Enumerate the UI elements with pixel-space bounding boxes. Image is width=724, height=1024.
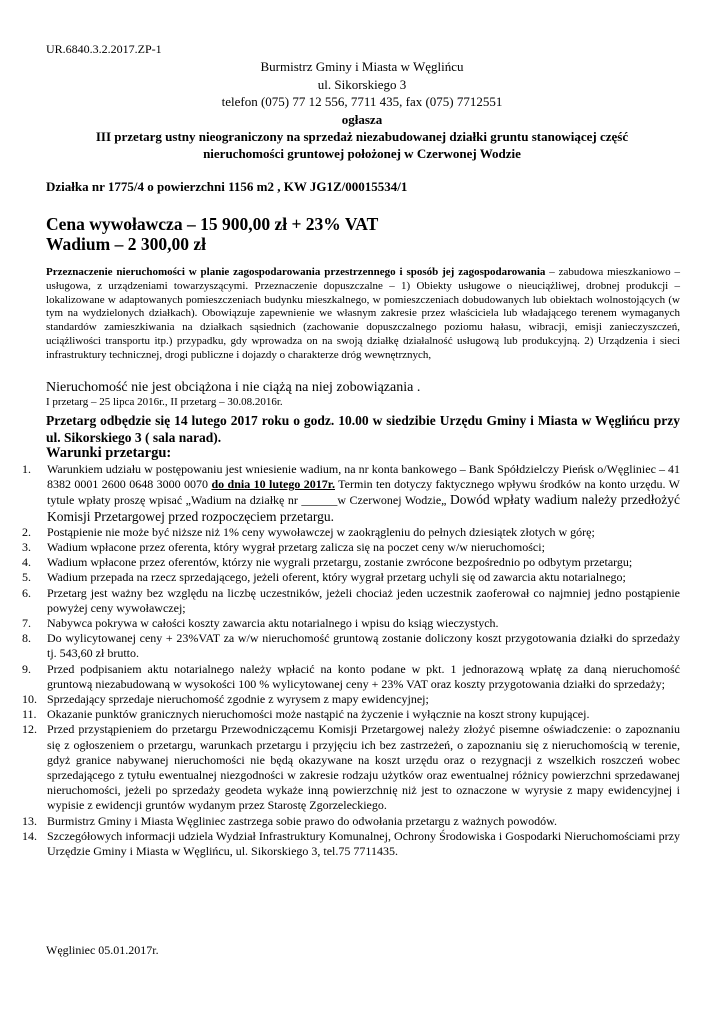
- condition-text: Okazanie punktów granicznych nieruchomości może nastąpić na życzenie i wyłącznie na koszt strony kupującej.: [47, 707, 590, 722]
- condition-text: Szczegółowych informacji udziela Wydział Infrastruktury Komunalnej, Ochrony Środowiska i Gospodarki Nieruchomościami przy Urzędzie Gminy i Miasta w Węglińcu, ul. Sikorskiego 3, tel.75 7711435.: [47, 828, 680, 859]
- condition-item: [22, 586, 680, 616]
- condition-number: 2.: [22, 524, 31, 539]
- price-block: [46, 214, 378, 254]
- condition-text: Sprzedający sprzedaje nieruchomość zgodnie z wyrysem z mapy ewidencyjnej;: [47, 692, 429, 707]
- purpose-heading: Przeznaczenie nieruchomości w planie zagospodarowania przestrzennego i sposób jej zagospodarowania: [46, 266, 546, 278]
- condition-item: [22, 722, 680, 813]
- condition-item: [22, 555, 680, 570]
- tender-title-line1: III przetarg ustny nieograniczony na sprzedaż niezabudowanej działki gruntu stanowiącej część: [95, 129, 629, 144]
- conditions-title: Warunki przetargu:: [46, 445, 172, 461]
- condition-item: [22, 692, 680, 707]
- condition-text: [47, 462, 680, 525]
- condition-text: Wadium przepada na rzecz sprzedającego, jeżeli oferent, który wygrał przetarg uchyli się od zawarcia aktu notarialnego;: [47, 570, 626, 585]
- issuer-address: ul. Sikorskiego 3: [317, 77, 407, 92]
- condition-text: Do wylicytowanej ceny + 23%VAT za w/w nieruchomość gruntową zostanie doliczony koszt przygotowania działki do sprzedaży tj. 543,60 zł brutto.: [47, 631, 680, 661]
- condition-item: [22, 570, 680, 585]
- condition-text: Przetarg jest ważny bez względu na liczbę uczestników, jeżeli chociaż jeden uczestnik zaoferował co najmniej jedno postąpienie powyżej ceny wywoławczej;: [47, 585, 680, 615]
- tender-title-line2: nieruchomości gruntowej położonej w Czerwonej Wodzie: [203, 146, 521, 161]
- condition-number: 14.: [22, 828, 37, 843]
- condition-item: [22, 616, 680, 631]
- conditions-list: [22, 462, 680, 859]
- condition-item: [22, 540, 680, 555]
- condition-number: 6.: [22, 585, 31, 600]
- announces-label: ogłasza: [341, 112, 383, 127]
- condition-text: Burmistrz Gminy i Miasta Węgliniec zastrzega sobie prawo do odwołania przetargu z ważnych powodów.: [47, 813, 557, 828]
- plot-details: Działka nr 1775/4 o powierzchni 1156 m2 , KW JG1Z/00015534/1: [46, 179, 408, 194]
- condition-number: 11.: [22, 707, 37, 722]
- condition-number: 4.: [22, 555, 31, 570]
- condition-item: [22, 525, 680, 540]
- condition-text: Wadium wpłacone przez oferenta, który wygrał przetarg zalicza się na poczet ceny w/w nieruchomości;: [47, 540, 545, 555]
- condition-item: [22, 662, 680, 692]
- condition-item: [22, 631, 680, 661]
- condition-number: 10.: [22, 692, 37, 707]
- condition-item: [22, 814, 680, 829]
- condition-text: Przed podpisaniem aktu notarialnego należy wpłacić na konto podane w pkt. 1 jednorazową wpłatę za daną nieruchomość gruntową niezabudowaną w wysokości 100 % wylicytowanej ceny + 23% VAT oraz koszty przygotowania działki do sprzedaży;: [47, 661, 680, 691]
- condition-text: Nabywca pokrywa w całości koszty zawarcia aktu notarialnego i wpisu do ksiąg wieczystych.: [47, 616, 499, 631]
- condition-1-part-b: Termin ten dotyczy faktycznego wpływu środków na konto urzędu. W tytule wpłaty proszę wpisać „Wadium na działkę nr ______w Czerwonej Wodzie„: [47, 477, 681, 508]
- land-purpose: [46, 266, 680, 363]
- purpose-text: – zabudowa mieszkaniowo – usługowa, z urządzeniami towarzyszącymi. Przeznaczenie dopuszczalne – 1) Obiekty usługowe o nieuciążliwej, drobnej produkcji – lokalizowane w adaptowanych pomieszczeniach budynku mieszkalnego, w pomieszczeniach dobudowanych lub obiektach wolnostojących (w tym na wydzielonych działkach). Obowiązuje zapewnienie we własnym zakresie przez właściciela lub władającego terenem wymaganych standardów zamieszkiwania na działkach sąsiednich (zachowanie dopuszczalnego poziomu hałasu, wibracji, emisji zanieczyszczeń, uciążliwości transportu itp.) przypadku, gdy wprowadza on na swoją działkę działalność usługową lub produkcyjną. 2) Urządzenia i sieci infrastruktury technicznej, drogi publiczne i dojazdy o charakterze dróg wewnętrznych,: [46, 266, 680, 361]
- condition-1-part-c: Dowód wpłaty wadium należy przedłożyć Komisji Przetargowej przed rozpoczęciem przetargu.: [47, 492, 680, 524]
- condition-number: 13.: [22, 813, 37, 828]
- place-and-date: Węgliniec 05.01.2017r.: [46, 943, 159, 957]
- tender-meeting-info: Przetarg odbędzie się 14 lutego 2017 roku o godz. 10.00 w siedzibie Urzędu Gminy i Miasta w Węglińcu przy ul. Sikorskiego 3 ( sala narad).: [46, 413, 680, 445]
- starting-price: Cena wywoławcza – 15 900,00 zł + 23% VAT: [46, 214, 379, 234]
- condition-number: 8.: [22, 631, 31, 646]
- reference-number: UR.6840.3.2.2017.ZP-1: [46, 42, 162, 56]
- condition-number: 1.: [22, 462, 31, 476]
- deposit-deadline: do dnia 10 lutego 2017r.: [211, 477, 335, 492]
- condition-item: [22, 707, 680, 722]
- issuer: Burmistrz Gminy i Miasta w Węglińcu: [260, 59, 464, 74]
- issuer-phone: telefon (075) 77 12 556, 7711 435, fax (075) 7712551: [221, 94, 503, 109]
- condition-number: 5.: [22, 570, 31, 585]
- condition-1-part-a: Warunkiem udziału w postępowaniu jest wniesienie wadium, na nr konta bankowego – Bank Spółdzielczy Pieńsk o/Węgliniec – 41 8382 0001 2600 0648 3000 0070: [47, 462, 680, 492]
- condition-number: 3.: [22, 540, 31, 555]
- condition-number: 7.: [22, 616, 31, 631]
- lien-statement: Nieruchomość nie jest obciążona i nie ciążą na niej zobowiązania .: [46, 380, 421, 395]
- condition-text: Wadium wpłacone przez oferentów, którzy nie wygrali przetargu, zostanie zwrócone bezpośrednio po odbytym przetargu;: [47, 555, 633, 570]
- condition-text: Postąpienie nie może być niższe niż 1% ceny wywoławczej w zaokrągleniu do pełnych dziesiątek złotych w górę;: [47, 524, 595, 539]
- condition-number: 12.: [22, 722, 37, 737]
- condition-number: 9.: [22, 661, 31, 676]
- deposit-amount: Wadium – 2 300,00 zł: [46, 234, 206, 254]
- condition-item: [22, 829, 680, 859]
- previous-tenders: I przetarg – 25 lipca 2016r., II przetarg – 30.08.2016r.: [46, 396, 283, 408]
- condition-item: [22, 462, 680, 525]
- condition-text: Przed przystąpieniem do przetargu Przewodniczącemu Komisji Przetargowej należy złożyć pisemne oświadczenie: o zapoznaniu się z ogłoszeniem o przetargu, warunkach przetargu i przyjęciu ich bez zastrzeżeń, o zapoznaniu się z nieruchomością w terenie, gdyż granice nabywanej nieruchomości nie będą okazywane na koszt urzędu oraz o rezygnacji z wszelkich roszczeń wobec sprzedającego z tytułu ewentualnej niezgodności w zakresie rodzaju użytków oraz ewentualnej różnicy powierzchni sprzedawanej nieruchomości, jeżeli po sprzedaży geodeta wykaże inną powierzchnię niż jest to oznaczone w wyrysie z mapy ewidencyjnej i wypisie z ewidencji gruntów wydanym przez Starostę Zgorzeleckiego.: [47, 722, 680, 813]
